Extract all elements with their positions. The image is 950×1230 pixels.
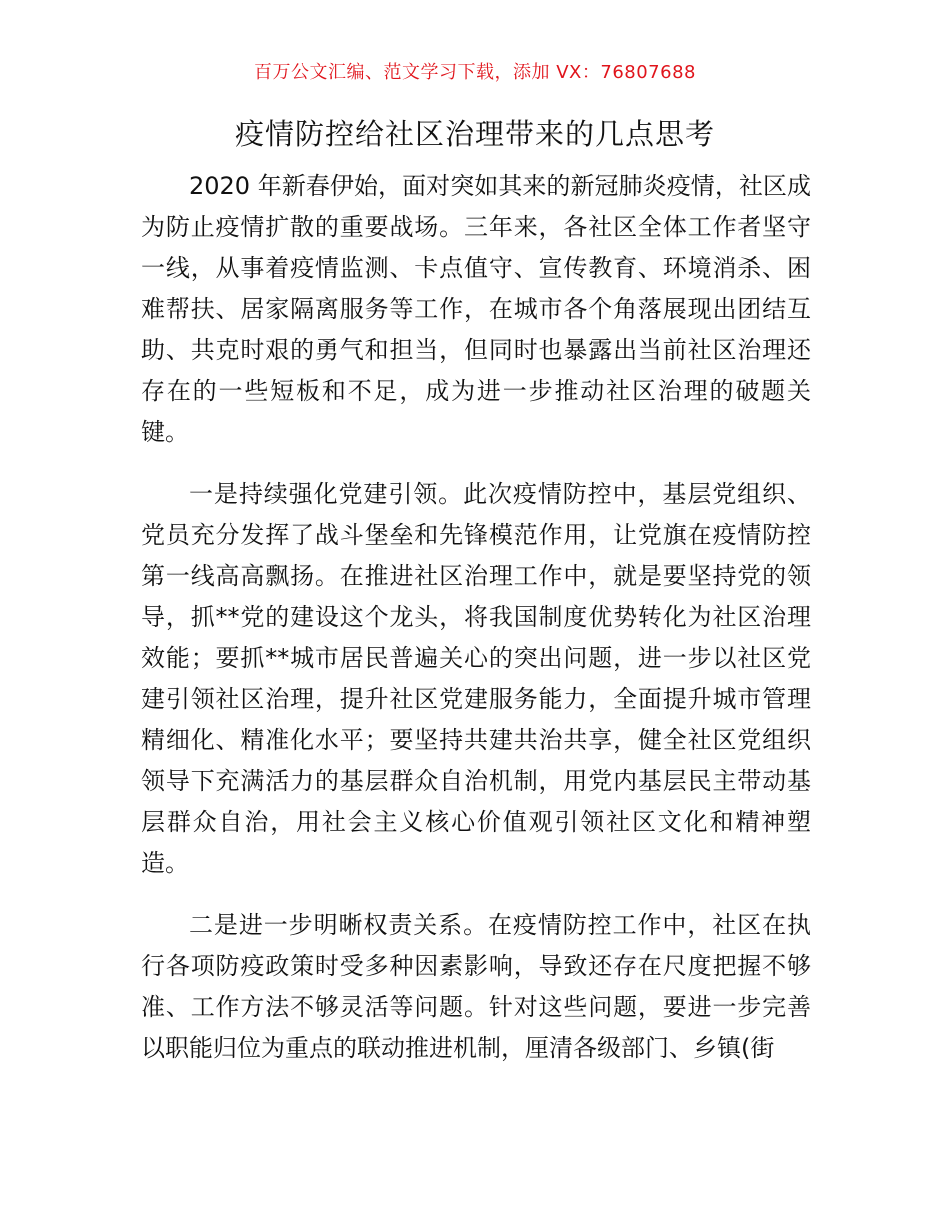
header-note: 百万公文汇编、范文学习下载，添加 VX：76807688 bbox=[254, 62, 696, 83]
document-body bbox=[141, 166, 811, 1090]
paragraph-party-leadership: 一是持续强化党建引领。此次疫情防控中，基层党组织、党员充分发挥了战斗堡垒和先锋模范作用，让党旗在疫情防控第一线高高飘扬。在推进社区治理工作中，就是要坚持党的领导，抓**党的建设这个龙头，将我国制度优势转化为社区治理效能；要抓**城市居民普遍关心的突出问题，进一步以社区党建引领社区治理，提升社区党建服务能力，全面提升城市管理精细化、精准化水平；要坚持共建共治共享，健全社区党组织领导下充满活力的基层群众自治机制，用党内基层民主带动基层群众自治，用社会主义核心价值观引领社区文化和精神塑造。 bbox=[141, 480, 811, 877]
paragraph-intro: 2020 年新春伊始，面对突如其来的新冠肺炎疫情，社区成为防止疫情扩散的重要战场。三年来，各社区全体工作者坚守一线，从事着疫情监测、卡点值守、宣传教育、环境消杀、困难帮扶、居家隔离服务等工作，在城市各个角落展现出团结互助、共克时艰的勇气和担当，但同时也暴露出当前社区治理还存在的一些短板和不足，成为进一步推动社区治理的破题关键。 bbox=[141, 172, 811, 446]
document-title: 疫情防控给社区治理带来的几点思考 bbox=[234, 117, 715, 151]
paragraph-responsibilities: 二是进一步明晰权责关系。在疫情防控工作中，社区在执行各项防疫政策时受多种因素影响，导致还存在尺度把握不够准、工作方法不够灵活等问题。针对这些问题，要进一步完善以职能归位为重点的联动推进机制，厘清各级部门、乡镇(街 bbox=[141, 911, 811, 1062]
